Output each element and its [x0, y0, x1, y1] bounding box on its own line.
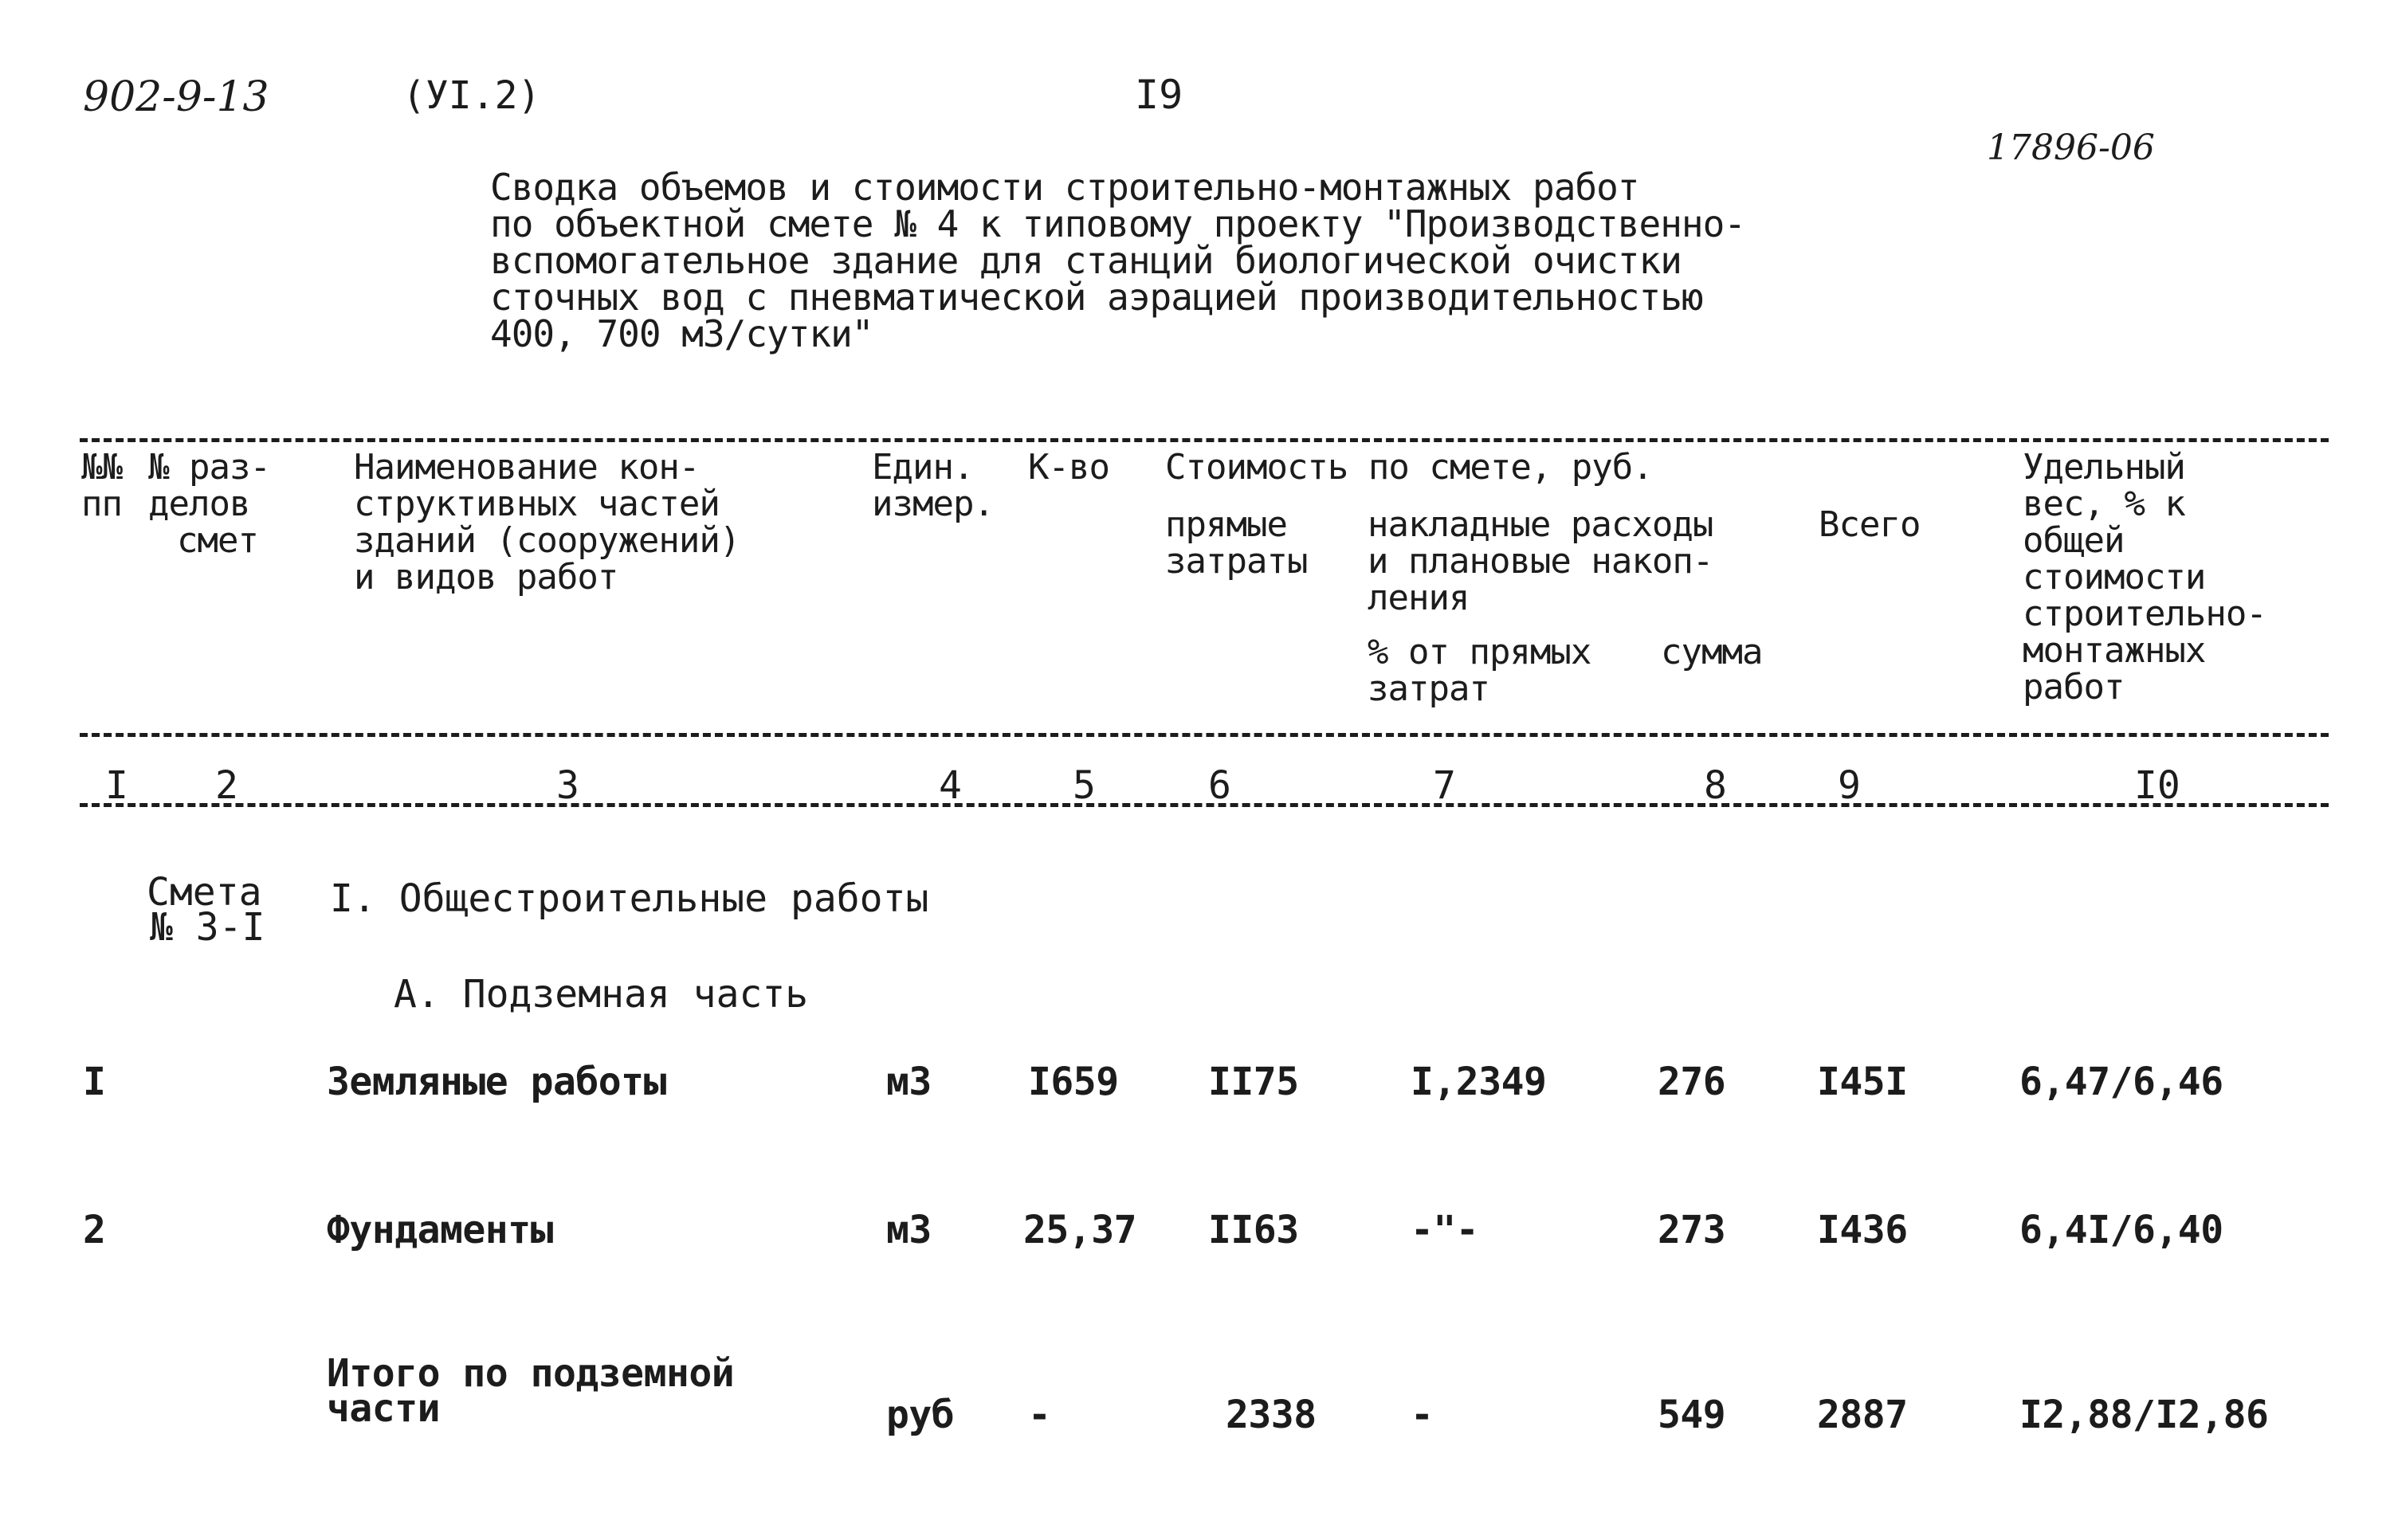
header-col10: Удельный вес, % к общей стоимости строительно- монтажных работ — [2023, 447, 2266, 707]
title-line: по объектной смете № 4 к типовому проекту "Производственно- — [490, 202, 1745, 245]
section-subtitle: А. Подземная часть — [394, 972, 809, 1017]
column-number-rule — [80, 803, 2329, 807]
header-bottom-rule — [80, 733, 2329, 737]
table-top-rule — [80, 438, 2329, 442]
row-pct: I,2349 — [1411, 1060, 1547, 1104]
column-number: 3 — [556, 763, 579, 808]
header-col9: Всего — [1819, 504, 1921, 545]
inventory-number: 17896-06 — [1987, 127, 2155, 168]
row-weight: 6,47/6,46 — [2019, 1060, 2223, 1104]
volume-label: (УI.2) — [402, 73, 541, 118]
row-num: 2 — [83, 1208, 106, 1252]
subtotal-weight: I2,88/I2,86 — [2019, 1393, 2269, 1437]
row-qty: 25,37 — [1023, 1208, 1136, 1252]
title-line: вспомогательное здание для станций биологической очистки — [490, 239, 1682, 282]
header-col4: Един. измер. — [872, 447, 994, 524]
column-number: I0 — [2134, 763, 2180, 808]
page-number: I9 — [1135, 72, 1183, 118]
row-direct: II75 — [1208, 1060, 1299, 1104]
subtotal-total: 2887 — [1817, 1393, 1908, 1437]
column-number: 5 — [1073, 763, 1096, 808]
row-qty: I659 — [1028, 1060, 1119, 1104]
column-number: 2 — [215, 763, 238, 808]
row-pct: -"- — [1411, 1208, 1479, 1252]
header-cost-group: Стоимость по смете, руб. — [1165, 447, 1653, 488]
title-line: 400, 700 м3/сутки" — [490, 312, 873, 355]
header-col7: % от прямых затрат — [1368, 632, 1591, 709]
subtotal-direct: 2338 — [1226, 1393, 1317, 1437]
row-sum: 273 — [1658, 1208, 1726, 1252]
row-direct: II63 — [1208, 1208, 1299, 1252]
column-number: 7 — [1433, 763, 1456, 808]
document-title — [490, 166, 1745, 355]
row-total: I45I — [1817, 1060, 1908, 1104]
subtotal-name: Итого по подземной части — [327, 1351, 735, 1431]
row-sum: 276 — [1658, 1060, 1726, 1104]
column-number: 9 — [1838, 763, 1861, 808]
header-col2: № раз- делов смет — [148, 447, 270, 561]
subtotal-sum: 549 — [1658, 1393, 1726, 1437]
header-col5: К-во — [1028, 447, 1109, 488]
subtotal-unit: руб — [886, 1393, 955, 1437]
row-name: Фундаменты — [327, 1208, 553, 1252]
title-line: Сводка объемов и стоимости строительно-монтажных работ — [490, 166, 1639, 209]
row-unit: м3 — [886, 1060, 932, 1104]
header-col6: прямые затраты — [1165, 504, 1308, 582]
estimate-ref: Смета № 3-I — [147, 870, 265, 950]
column-number: 8 — [1704, 763, 1727, 808]
row-num: I — [83, 1060, 106, 1104]
header-col8: сумма — [1661, 632, 1763, 672]
header-col1: №№ пп — [81, 447, 122, 524]
row-weight: 6,4I/6,40 — [2019, 1208, 2223, 1252]
header-overhead-group: накладные расходы и плановые накоп- ления — [1368, 504, 1713, 618]
column-number: 4 — [939, 763, 962, 808]
row-name: Земляные работы — [327, 1060, 666, 1104]
subtotal-qty: - — [1028, 1393, 1051, 1437]
subtotal-pct: - — [1411, 1393, 1434, 1437]
header-col3: Наименование кон- структивных частей зданий (сооружений) и видов работ — [354, 447, 740, 598]
column-number: I — [105, 763, 128, 808]
doc-code: 902-9-13 — [83, 73, 269, 121]
row-unit: м3 — [886, 1208, 932, 1252]
row-total: I436 — [1817, 1208, 1908, 1252]
section-title: I. Общестроительные работы — [330, 876, 929, 921]
column-number: 6 — [1208, 763, 1231, 808]
title-line: сточных вод с пневматической аэрацией производительностью — [490, 276, 1703, 319]
